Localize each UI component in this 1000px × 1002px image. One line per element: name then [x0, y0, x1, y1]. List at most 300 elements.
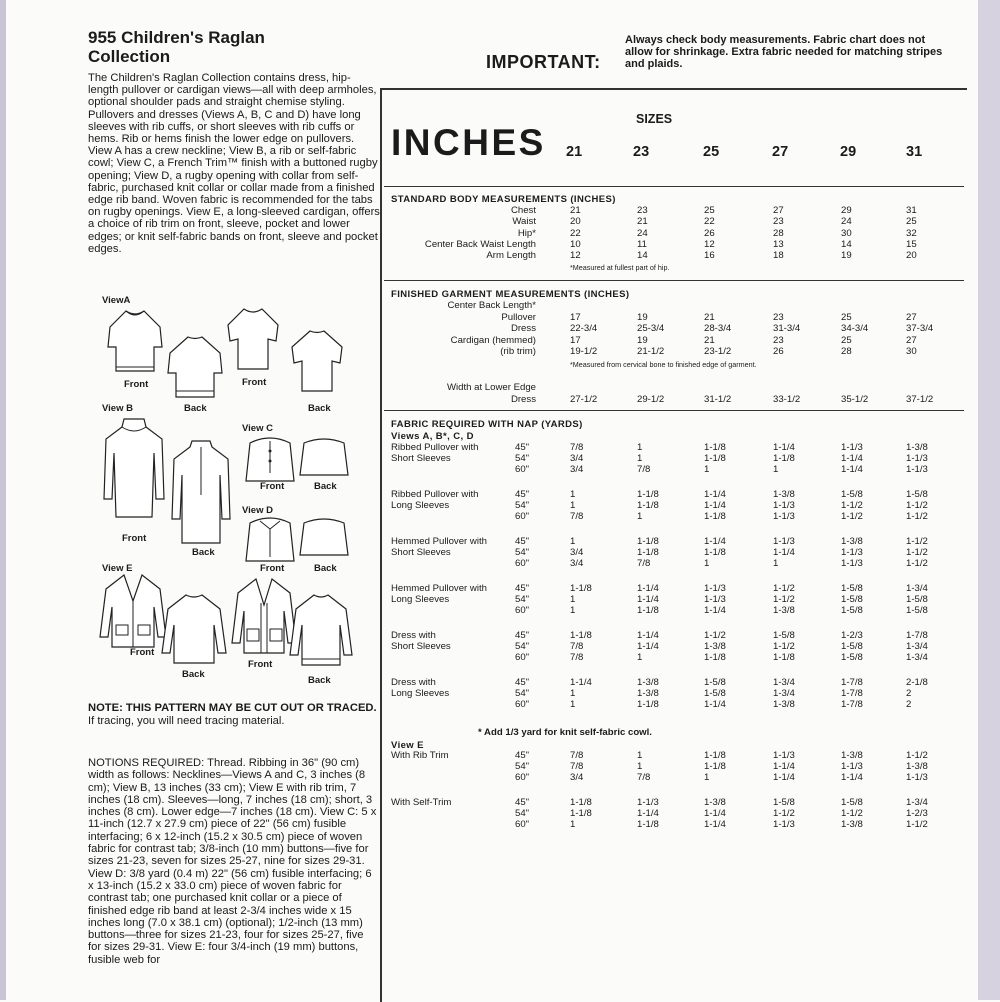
finished-value-size-27: 26: [773, 345, 784, 357]
view-e-group-label: With Rib Trim: [391, 750, 449, 761]
fabric-group-label: Hemmed Pullover with: [391, 536, 487, 547]
view-e-value-size-21: 1-1/8: [570, 797, 592, 808]
standard-value-size-25: 12: [704, 238, 715, 250]
finished-value-size-31: 27: [906, 312, 917, 323]
fabric-group-label: Long Sleeves: [391, 499, 450, 511]
standard-value-size-21: 10: [570, 238, 581, 250]
fabric-value-size-25: 1-1/8: [704, 546, 726, 558]
view-c-front-sketch: [242, 433, 298, 483]
cut-or-trace-note: [88, 702, 378, 728]
fabric-width: 45": [515, 489, 530, 500]
fabric-group-label: Ribbed Pullover with: [391, 442, 479, 453]
view-e-value-size-31: 1-1/2: [906, 750, 928, 761]
fabric-width: 45": [515, 536, 530, 547]
standard-value-size-21: 20: [570, 216, 581, 228]
view-e-back-rib-label: Back: [308, 675, 331, 686]
width-row-label: Dress: [510, 394, 536, 405]
fabric-value-size-27: 1-1/8: [773, 651, 795, 663]
finished-value-size-23: 21-1/2: [637, 345, 665, 357]
fabric-value-size-25: 1-1/4: [704, 604, 726, 616]
view-e-value-size-21: 7/8: [570, 750, 584, 761]
fabric-value-size-29: 1-5/8: [841, 640, 863, 652]
standard-value-size-23: 23: [637, 205, 648, 216]
finished-value-size-27: 31-3/4: [773, 323, 801, 335]
fabric-value-size-27: 1-1/4: [773, 546, 795, 558]
standard-value-size-29: 24: [841, 216, 852, 228]
fabric-value-size-27: 1: [773, 557, 779, 569]
view-e-value-size-27: 1-5/8: [773, 797, 795, 808]
view-e-front-rib-label: Front: [248, 659, 273, 670]
view-e-value-size-29: 1-3/8: [841, 750, 863, 761]
view-e-value-size-27: 1-1/4: [773, 760, 795, 772]
fabric-value-size-23: 1-1/4: [637, 630, 659, 641]
fabric-value-size-25: 1: [704, 557, 710, 569]
view-e-value-size-27: 1-1/3: [773, 750, 795, 761]
fabric-group-label: Dress with: [391, 630, 436, 641]
fabric-value-size-21: 7/8: [570, 442, 584, 453]
view-e-value-size-25: 1-3/8: [704, 797, 726, 808]
fabric-value-size-25: 1-1/8: [704, 452, 726, 464]
fabric-value-size-27: 1: [773, 463, 779, 475]
view-e-value-size-31: 1-3/8: [906, 760, 928, 772]
view-e-value-size-29: 1-1/3: [841, 760, 863, 772]
view-a-back-label: Back: [184, 403, 207, 414]
view-d-back-sketch: [296, 513, 352, 557]
size-header-29: 29: [840, 144, 857, 160]
width-value-size-27: 33-1/2: [773, 394, 801, 405]
garment-views: [96, 295, 356, 695]
fabric-value-size-23: 1-3/8: [637, 677, 659, 688]
fabric-value-size-29: 1-1/3: [841, 442, 863, 453]
fabric-width: 54": [515, 546, 530, 558]
fabric-value-size-27: 1-3/4: [773, 677, 795, 688]
width-value-size-21: 27-1/2: [570, 394, 598, 405]
view-c-label: View C: [242, 423, 273, 434]
fabric-value-size-31: 2: [906, 698, 912, 710]
finished-value-size-21: 17: [570, 312, 581, 323]
fabric-value-size-25: 1-3/8: [704, 640, 726, 652]
finished-row-label: Pullover: [501, 312, 536, 323]
fabric-value-size-23: 1-1/4: [637, 640, 659, 652]
fabric-value-size-29: 1-1/4: [841, 463, 863, 475]
fabric-width: 60": [515, 818, 530, 830]
section-rule-1: [384, 280, 964, 281]
important-note: Always check body measurements. Fabric chart does not allow for shrinkage. Extra fabric needed for matching stripes and plaids.: [625, 34, 943, 70]
width-value-size-25: 31-1/2: [704, 394, 732, 405]
important-heading: IMPORTANT:: [486, 52, 601, 72]
fabric-value-size-27: 1-1/2: [773, 640, 795, 652]
standard-value-size-29: 30: [841, 227, 852, 239]
fabric-value-size-23: 1: [637, 651, 643, 663]
view-e-value-size-25: 1: [704, 771, 710, 783]
fabric-value-size-27: 1-3/8: [773, 698, 795, 710]
fabric-required-heading: FABRIC REQUIRED WITH NAP (YARDS): [391, 419, 583, 430]
fabric-value-size-21: 3/4: [570, 546, 584, 558]
fabric-value-size-31: 1-7/8: [906, 630, 928, 641]
standard-value-size-23: 14: [637, 250, 648, 262]
fabric-width: 60": [515, 698, 530, 710]
fabric-value-size-21: 1: [570, 593, 576, 605]
view-b-back-sketch: [166, 435, 236, 551]
fabric-value-size-21: 3/4: [570, 557, 584, 569]
view-e-value-size-23: 1-1/8: [637, 818, 659, 830]
view-e-value-size-21: 1-1/8: [570, 807, 592, 819]
standard-measurements-heading: STANDARD BODY MEASUREMENTS (INCHES): [391, 194, 616, 205]
fabric-value-size-31: 1-1/2: [906, 557, 928, 569]
finished-value-size-29: 28: [841, 345, 852, 357]
view-d-label: View D: [242, 505, 273, 516]
standard-value-size-21: 21: [570, 205, 581, 216]
fabric-group-label: Short Sleeves: [391, 640, 451, 652]
fabric-value-size-29: 1-2/3: [841, 630, 863, 641]
width-value-size-31: 37-1/2: [906, 394, 934, 405]
view-d-back-label: Back: [314, 563, 337, 574]
width-value-size-29: 35-1/2: [841, 394, 869, 405]
fabric-group-label: Short Sleeves: [391, 546, 451, 558]
finished-value-size-25: 23-1/2: [704, 345, 732, 357]
header-rule: [384, 186, 964, 187]
size-header-25: 25: [703, 144, 720, 160]
fabric-value-size-25: 1-1/3: [704, 583, 726, 594]
standard-value-size-29: 19: [841, 250, 852, 262]
standard-value-size-29: 14: [841, 238, 852, 250]
fabric-value-size-31: 1-3/4: [906, 583, 928, 594]
size-header-31: 31: [906, 144, 923, 160]
standard-value-size-23: 24: [637, 227, 648, 239]
fabric-value-size-21: 1: [570, 604, 576, 616]
finished-row-label: Cardigan (hemmed): [450, 334, 536, 346]
fabric-value-size-27: 1-3/8: [773, 604, 795, 616]
fabric-group-label: Long Sleeves: [391, 593, 450, 605]
fabric-value-size-27: 1-3/8: [773, 489, 795, 500]
fabric-value-size-31: 1-5/8: [906, 593, 928, 605]
fabric-group-label: Long Sleeves: [391, 687, 450, 699]
fabric-width: 45": [515, 750, 530, 761]
standard-value-size-25: 25: [704, 205, 715, 216]
fabric-width: 54": [515, 807, 530, 819]
standard-value-size-23: 11: [637, 238, 647, 250]
left-column: [88, 28, 380, 255]
view-e-value-size-23: 7/8: [637, 771, 651, 783]
fabric-value-size-25: 1-1/4: [704, 489, 726, 500]
fabric-value-size-23: 1-1/8: [637, 489, 659, 500]
finished-value-size-23: 19: [637, 334, 648, 346]
fabric-width: 45": [515, 583, 530, 594]
fabric-value-size-31: 1-1/2: [906, 499, 928, 511]
view-e-front-label: Front: [130, 647, 155, 658]
view-e-value-size-21: 7/8: [570, 760, 584, 772]
note-rest-text: If tracing, you will need tracing material.: [88, 715, 285, 727]
standard-value-size-27: 28: [773, 227, 784, 239]
view-e-value-size-23: 1-1/4: [637, 807, 659, 819]
view-e-value-size-25: 1-1/4: [704, 818, 726, 830]
finished-value-size-29: 25: [841, 334, 852, 346]
view-e-value-size-31: 1-3/4: [906, 797, 928, 808]
fabric-value-size-25: 1-1/4: [704, 536, 726, 547]
fabric-value-size-23: 1-3/8: [637, 687, 659, 699]
finished-value-size-25: 28-3/4: [704, 323, 732, 335]
finished-value-size-25: 21: [704, 312, 715, 323]
fabric-value-size-29: 1-1/3: [841, 546, 863, 558]
fabric-value-size-21: 7/8: [570, 651, 584, 663]
view-e-value-size-23: 1: [637, 760, 643, 772]
fabric-width: 45": [515, 797, 530, 808]
finished-value-size-25: 21: [704, 334, 715, 346]
fabric-value-size-23: 1: [637, 442, 643, 453]
fabric-value-size-23: 1-1/4: [637, 583, 659, 594]
finished-value-size-31: 37-3/4: [906, 323, 934, 335]
cervical-footnote: *Measured from cervical bone to finished edge of garment.: [570, 360, 757, 369]
view-e-back-rib-sketch: [286, 591, 356, 671]
view-e-value-size-29: 1-1/2: [841, 807, 863, 819]
fabric-value-size-29: 1-1/3: [841, 557, 863, 569]
fabric-value-size-25: 1-5/8: [704, 677, 726, 688]
view-b-front-sketch: [98, 413, 170, 531]
finished-value-size-21: 17: [570, 334, 581, 346]
fabric-value-size-31: 1-1/2: [906, 536, 928, 547]
views-abcd-label: Views A, B*, C, D: [391, 431, 474, 442]
fabric-value-size-25: 1-1/8: [704, 651, 726, 663]
fabric-value-size-21: 1: [570, 499, 576, 511]
fabric-group-label: Ribbed Pullover with: [391, 489, 479, 500]
fabric-value-size-29: 1-1/4: [841, 452, 863, 464]
view-e-value-size-31: 1-2/3: [906, 807, 928, 819]
fabric-value-size-27: 1-3/4: [773, 687, 795, 699]
fabric-value-size-31: 2-1/8: [906, 677, 928, 688]
finished-value-size-23: 25-3/4: [637, 323, 665, 335]
standard-row-label: Chest: [510, 205, 536, 216]
fabric-value-size-21: 1: [570, 536, 576, 547]
fabric-width: 60": [515, 557, 530, 569]
sizes-label: SIZES: [636, 112, 673, 126]
fabric-value-size-21: 7/8: [570, 510, 584, 522]
view-e-heading: View E: [391, 740, 424, 751]
finished-value-size-27: 23: [773, 334, 784, 346]
standard-value-size-25: 26: [704, 227, 715, 239]
fabric-width: 60": [515, 463, 530, 475]
fabric-value-size-23: 7/8: [637, 463, 651, 475]
width-value-size-23: 29-1/2: [637, 394, 665, 405]
view-a-back-short-label: Back: [308, 403, 331, 414]
standard-row-label: Hip*: [517, 227, 536, 239]
fabric-value-size-25: 1-1/3: [704, 593, 726, 605]
standard-value-size-25: 22: [704, 216, 715, 228]
fabric-width: 45": [515, 677, 530, 688]
fabric-value-size-31: 1-1/2: [906, 546, 928, 558]
standard-row-label: Arm Length: [486, 250, 536, 262]
fabric-width: 54": [515, 640, 530, 652]
view-c-front-label: Front: [260, 481, 285, 492]
size-header-23: 23: [633, 144, 650, 160]
fabric-value-size-29: 1-3/8: [841, 536, 863, 547]
view-b-label: View B: [102, 403, 133, 414]
standard-value-size-25: 16: [704, 250, 715, 262]
fabric-value-size-27: 1-1/4: [773, 442, 795, 453]
view-e-value-size-25: 1-1/4: [704, 807, 726, 819]
fabric-width: 54": [515, 499, 530, 511]
fabric-group-label: Short Sleeves: [391, 452, 451, 464]
fabric-value-size-21: 1-1/8: [570, 630, 592, 641]
view-e-value-size-27: 1-1/4: [773, 771, 795, 783]
fabric-value-size-23: 1-1/8: [637, 546, 659, 558]
finished-value-size-29: 25: [841, 312, 852, 323]
cowl-note: * Add 1/3 yard for knit self-fabric cowl.: [478, 727, 652, 738]
width-lower-edge-label: Width at Lower Edge: [446, 382, 536, 393]
standard-value-size-23: 21: [637, 216, 648, 228]
fabric-group-label: Hemmed Pullover with: [391, 583, 487, 594]
center-back-length-label: Center Back Length*: [447, 300, 536, 311]
fabric-value-size-27: 1-5/8: [773, 630, 795, 641]
view-a-label: ViewA: [102, 295, 131, 306]
fabric-width: 54": [515, 760, 530, 772]
finished-value-size-21: 22-3/4: [570, 323, 598, 335]
standard-row-label: Center Back Waist Length: [424, 238, 536, 250]
fabric-value-size-27: 1-1/2: [773, 583, 795, 594]
standard-value-size-27: 18: [773, 250, 784, 262]
finished-value-size-23: 19: [637, 312, 648, 323]
finished-value-size-27: 23: [773, 312, 784, 323]
fabric-value-size-25: 1-1/4: [704, 698, 726, 710]
fabric-group-label: Dress with: [391, 677, 436, 688]
fabric-width: 45": [515, 630, 530, 641]
fabric-value-size-23: 7/8: [637, 557, 651, 569]
view-e-value-size-27: 1-1/2: [773, 807, 795, 819]
view-e-value-size-29: 1-1/4: [841, 771, 863, 783]
view-d-front-label: Front: [260, 563, 285, 574]
view-a-front-short-sketch: [218, 303, 288, 375]
fabric-width: 60": [515, 510, 530, 522]
pattern-title: [88, 28, 380, 66]
hip-footnote: *Measured at fullest part of hip.: [570, 263, 670, 272]
title-line-2: Collection: [88, 47, 171, 66]
view-e-value-size-23: 1-1/3: [637, 797, 659, 808]
view-e-value-size-25: 1-1/8: [704, 760, 726, 772]
fabric-value-size-23: 1-1/8: [637, 536, 659, 547]
fabric-value-size-27: 1-1/3: [773, 536, 795, 547]
fabric-value-size-23: 1-1/4: [637, 593, 659, 605]
fabric-width: 45": [515, 442, 530, 453]
scan-edge-right: [978, 0, 1000, 1000]
finished-value-size-31: 30: [906, 345, 917, 357]
fabric-value-size-25: 1-1/8: [704, 442, 726, 453]
fabric-value-size-23: 1-1/8: [637, 604, 659, 616]
finished-value-size-29: 34-3/4: [841, 323, 869, 335]
view-e-value-size-27: 1-1/3: [773, 818, 795, 830]
view-a-back-short-sketch: [282, 325, 352, 397]
fabric-value-size-21: 1-1/8: [570, 583, 592, 594]
view-e-back-sketch: [158, 591, 230, 667]
standard-value-size-31: 25: [906, 216, 917, 228]
fabric-value-size-25: 1-1/8: [704, 510, 726, 522]
fabric-value-size-21: 1: [570, 687, 576, 699]
fabric-value-size-25: 1-1/4: [704, 499, 726, 511]
standard-value-size-31: 32: [906, 227, 917, 239]
fabric-width: 60": [515, 771, 530, 783]
inches-title: INCHES: [391, 122, 546, 163]
fabric-value-size-29: 1-1/2: [841, 499, 863, 511]
fabric-value-size-29: 1-5/8: [841, 489, 863, 500]
finished-row-label: (rib trim): [500, 345, 536, 357]
fabric-value-size-29: 1-7/8: [841, 687, 863, 699]
fabric-width: 60": [515, 651, 530, 663]
view-e-group-label: With Self-Trim: [391, 797, 452, 808]
section-rule-2: [384, 410, 964, 411]
fabric-value-size-21: 1: [570, 489, 576, 500]
view-e-back-label: Back: [182, 669, 205, 680]
fabric-value-size-31: 1-3/8: [906, 442, 928, 453]
fabric-value-size-31: 2: [906, 687, 912, 699]
fabric-value-size-21: 1: [570, 698, 576, 710]
fabric-value-size-27: 1-1/8: [773, 452, 795, 464]
fabric-value-size-23: 1-1/8: [637, 698, 659, 710]
fabric-width: 60": [515, 604, 530, 616]
fabric-value-size-31: 1-3/4: [906, 651, 928, 663]
size-header-27: 27: [772, 144, 789, 160]
fabric-value-size-21: 3/4: [570, 452, 584, 464]
title-line-1: 955 Children's Raglan: [88, 28, 265, 47]
view-b-front-label: Front: [122, 533, 147, 544]
view-e-value-size-25: 1-1/8: [704, 750, 726, 761]
standard-value-size-27: 27: [773, 205, 784, 216]
fabric-value-size-27: 1-1/2: [773, 593, 795, 605]
fabric-value-size-29: 1-1/2: [841, 510, 863, 522]
view-e-label: View E: [102, 563, 133, 574]
fabric-value-size-31: 1-5/8: [906, 489, 928, 500]
standard-value-size-27: 13: [773, 238, 784, 250]
fabric-value-size-25: 1-1/2: [704, 630, 726, 641]
fabric-value-size-23: 1-1/8: [637, 499, 659, 511]
fabric-value-size-23: 1: [637, 510, 643, 522]
fabric-value-size-31: 1-1/3: [906, 452, 928, 464]
fabric-value-size-29: 1-7/8: [841, 698, 863, 710]
scan-edge-left: [0, 0, 6, 1000]
fabric-value-size-31: 1-5/8: [906, 604, 928, 616]
fabric-width: 54": [515, 687, 530, 699]
finished-measurements-heading: FINISHED GARMENT MEASUREMENTS (INCHES): [391, 289, 630, 300]
view-e-value-size-31: 1-1/3: [906, 771, 928, 783]
fabric-value-size-21: 3/4: [570, 463, 584, 475]
view-e-value-size-29: 1-3/8: [841, 818, 863, 830]
fabric-value-size-25: 1-5/8: [704, 687, 726, 699]
finished-value-size-21: 19-1/2: [570, 345, 598, 357]
fabric-value-size-29: 1-5/8: [841, 583, 863, 594]
view-e-value-size-21: 3/4: [570, 771, 584, 783]
view-e-value-size-23: 1: [637, 750, 643, 761]
fabric-value-size-21: 7/8: [570, 640, 584, 652]
standard-value-size-31: 31: [906, 205, 917, 216]
fabric-value-size-29: 1-5/8: [841, 593, 863, 605]
fabric-value-size-31: 1-3/4: [906, 640, 928, 652]
fabric-value-size-23: 1: [637, 452, 643, 464]
fabric-value-size-25: 1: [704, 463, 710, 475]
fabric-value-size-31: 1-1/2: [906, 510, 928, 522]
standard-value-size-31: 20: [906, 250, 917, 262]
standard-value-size-21: 12: [570, 250, 581, 262]
pattern-description: The Children's Raglan Collection contains dress, hip-length pullover or cardigan views—all with deep armholes, optional shoulder pads and straight chemise styling. Pullovers and dresses (Views A, B, C and D) have long sleeves with rib cuffs, or short sleeves with rib cuffs or hems. Rib or hems finish the lower edge on pullovers. View A has a crew neckline; View B, a rib or self-fabric cowl; View C, a French Trim™ finish with a buttoned rugby opening; View D, a rugby opening with collar from self-fabric, purchased knit collar or collar made from a finished edge rib band. Woven fabric is recommended for the tabs on rugby openings. View E, a long-sleeved cardigan, offers a choice of rib trim on front, sleeve, pocket and lower edges; or knit self-fabric bands on front, sleeve and pocket edges.: [88, 72, 380, 255]
notions-required: NOTIONS REQUIRED: Thread. Ribbing in 36" (90 cm) width as follows: Necklines—Views A and C, 3 inches (8 cm); View B, 13 inches (33 cm); View E with rib trim, 7 inches (18 cm). Sleeves—long, 7 inches (18 cm); short, 3 inches (8 cm). Lower edge—7 inches (18 cm). View C: 5 x 11-inch (12.7 x 27.9 cm) piece of 22" (56 cm) fusible interfacing; 6 x 12-inch (15.2 x 30.5 cm) piece of woven fabric for contrast tab; 3/8-inch (10 mm) buttons—five for sizes 21-23, seven for sizes 25-27, nine for sizes 29-31. View D: 3/8 yard (0.4 m) 22" (56 cm) fusible interfacing; 6 x 13-inch (15.2 x 33.0 cm) piece of woven fabric for contrast tab; one purchased knit collar or a piece of finished edge rib band at least 2-3/4 inches wide x 15 inches long (7.0 x 38.1 cm) (optional); 1/2-inch (13 mm) buttons—three for sizes 21-23, four for sizes 25-27, five for sizes 29-31. View E: four 3/4-inch (19 mm) buttons, fusible web for: [88, 757, 377, 966]
view-a-front-label: Front: [124, 379, 149, 390]
fabric-value-size-29: 1-7/8: [841, 677, 863, 688]
fabric-width: 54": [515, 452, 530, 464]
fabric-value-size-21: 1-1/4: [570, 677, 592, 688]
view-c-back-label: Back: [314, 481, 337, 492]
size-header-21: 21: [566, 144, 583, 160]
view-e-value-size-29: 1-5/8: [841, 797, 863, 808]
finished-value-size-31: 27: [906, 334, 917, 346]
view-a-front-short-label: Front: [242, 377, 267, 388]
standard-value-size-29: 29: [841, 205, 852, 216]
fabric-value-size-31: 1-1/3: [906, 463, 928, 475]
